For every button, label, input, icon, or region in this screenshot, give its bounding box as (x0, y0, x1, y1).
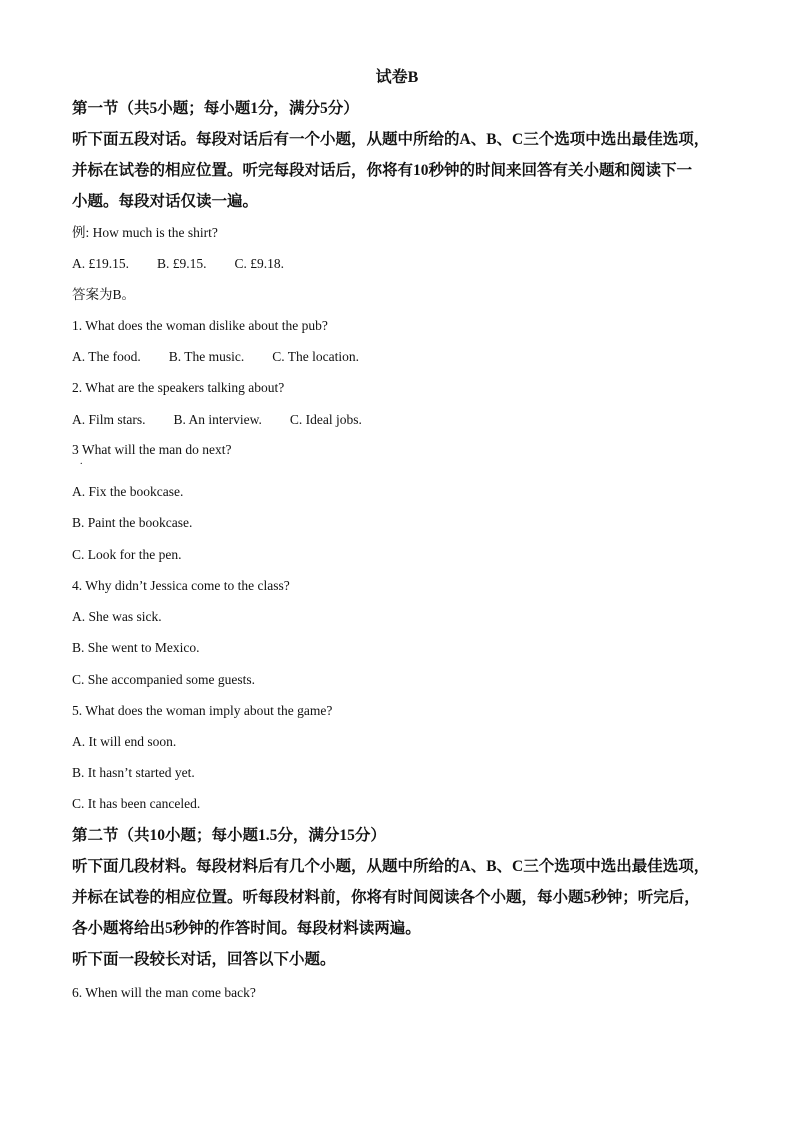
section1-heading: 第一节（共5小题；每小题1分，满分5分） (72, 100, 359, 117)
q2-option-c: C. Ideal jobs. (289, 412, 362, 427)
q4-option-a: A. She was sick. (72, 609, 162, 624)
q3-option-b: B. Paint the bookcase. (72, 515, 193, 530)
question-2-options (72, 410, 732, 430)
q2-option-a: A. Film stars. (72, 412, 146, 427)
q5-option-c: C. It has been canceled. (72, 796, 201, 811)
question-6: 6. When will the man come back? (72, 985, 256, 1000)
q1-option-a: A. The food. (72, 349, 141, 364)
question-2: 2. What are the speakers talking about? (72, 380, 285, 395)
section1-instruction-line-3: 小题。每段对话仅读一遍。 (72, 193, 259, 210)
q4-option-c: C. She accompanied some guests. (72, 672, 255, 687)
section2-header (72, 820, 732, 975)
stray-dot-mark: . (80, 456, 83, 467)
section1-instruction-line-2: 并标在试卷的相应位置。听完每段对话后，你将有10秒钟的时间来回答有关小题和阅读下一 (72, 162, 693, 179)
example-answer: 答案为B。 (72, 287, 136, 302)
section1-header (72, 93, 732, 217)
q5-option-a: A. It will end soon. (72, 734, 177, 749)
question-4: 4. Why didn’t Jessica come to the class? (72, 578, 290, 593)
q1-option-b: B. The music. (168, 349, 245, 364)
section2-instruction-line-3: 各小题将给出5秒钟的作答时间。每段材料读两遍。 (72, 920, 421, 937)
example-option-c: C. £9.18. (234, 256, 285, 271)
q5-option-b: B. It hasn’t started yet. (72, 765, 195, 780)
question-5: 5. What does the woman imply about the game? (72, 703, 333, 718)
question-3: 3 What will the man do next? (72, 442, 232, 457)
example-option-b: B. £9.15. (157, 256, 207, 271)
section2-instruction-line-1: 听下面几段材料。每段材料后有几个小题，从题中所给的A、B、C三个选项中选出最佳选项， (72, 858, 710, 875)
section2-instruction-line-2: 并标在试卷的相应位置。听每段材料前，你将有时间阅读各个小题，每小题5秒钟；听完后， (72, 889, 700, 906)
example-option-a: A. £19.15. (72, 256, 129, 271)
example-question: 例: How much is the shirt? (72, 225, 218, 240)
q3-option-a: A. Fix the bookcase. (72, 484, 184, 499)
question-1-options (72, 347, 732, 367)
section2-heading: 第二节（共10小题；每小题1.5分，满分15分） (72, 827, 386, 844)
q1-option-c: C. The location. (272, 349, 359, 364)
q2-option-b: B. An interview. (173, 412, 262, 427)
section1-instruction-line-1: 听下面五段对话。每段对话后有一个小题，从题中所给的A、B、C三个选项中选出最佳选项， (72, 131, 710, 148)
paper-title: 试卷B (375, 69, 419, 86)
example-options (72, 254, 732, 274)
q3-option-c: C. Look for the pen. (72, 547, 182, 562)
q4-option-b: B. She went to Mexico. (72, 640, 200, 655)
section2-subheading: 听下面一段较长对话，回答以下小题。 (72, 951, 336, 968)
question-1: 1. What does the woman dislike about the pub? (72, 318, 328, 333)
